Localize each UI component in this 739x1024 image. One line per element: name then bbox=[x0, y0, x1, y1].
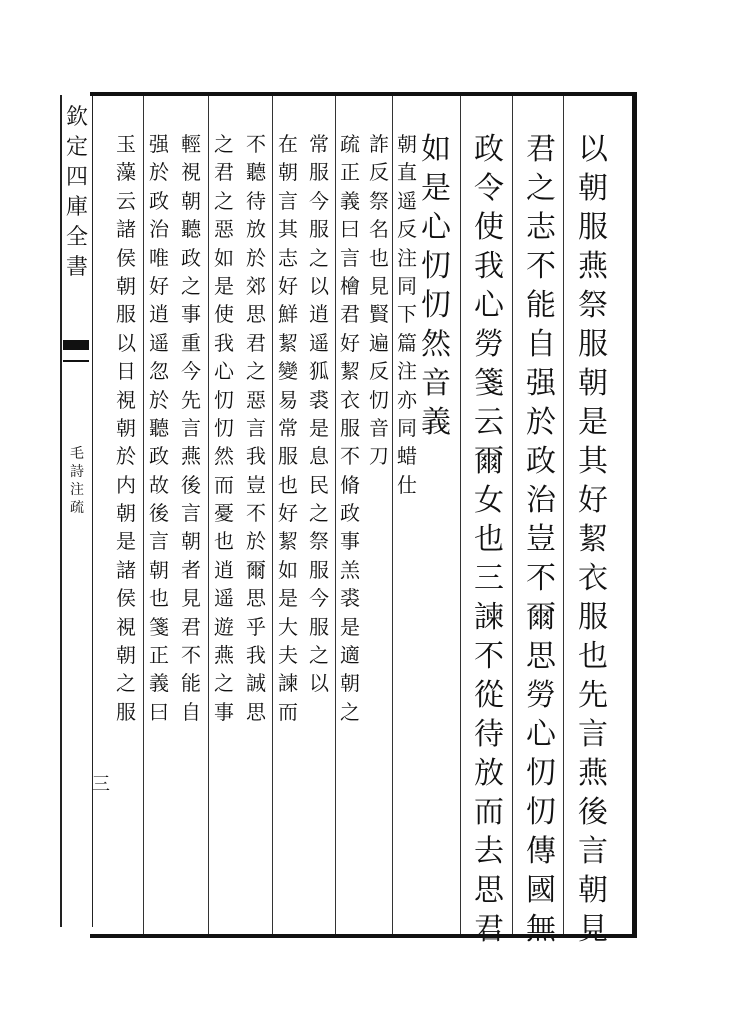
text-column: 玉 藻 云 諸 侯 朝 服 以 日 視 朝 於 内 朝 是 諸 侯 視 朝 之 服 bbox=[116, 132, 136, 724]
column-rule bbox=[143, 96, 144, 934]
column-rule bbox=[335, 96, 336, 934]
text-column: 常 服 今 服 之 以 逍 遥 狐 裘 是 息 民 之 祭 服 今 服 之 以 bbox=[309, 132, 329, 696]
column-rule bbox=[392, 96, 393, 934]
text-column: 不 聽 待 放 於 郊 思 君 之 惡 言 我 豈 不 於 爾 思 乎 我 誠 思 bbox=[246, 132, 266, 724]
text-column: 强 於 政 治 唯 好 逍 遥 忽 於 聽 政 故 後 言 朝 也 箋 正 義 曰 bbox=[149, 132, 169, 724]
column-rule bbox=[272, 96, 273, 934]
text-column: 政 令 使 我 心 勞 箋 云 爾 女 也 三 諫 不 從 待 放 而 去 思 君 bbox=[474, 132, 504, 947]
text-column: 君 之 志 不 能 自 强 於 政 治 豈 不 爾 思 勞 心 忉 忉 傳 國 無 bbox=[526, 132, 556, 947]
column-rule bbox=[512, 96, 513, 934]
column-rule bbox=[460, 96, 461, 934]
text-column: 在 朝 言 其 志 好 鮮 絜 變 易 常 服 也 好 絜 如 是 大 夫 諫 而 bbox=[278, 132, 298, 724]
page-number: 三 bbox=[92, 774, 110, 795]
margin-title: 欽 定 四 庫 全 書 bbox=[65, 105, 88, 280]
margin-strip bbox=[60, 95, 93, 927]
margin-book-title: 毛 詩 注 疏 bbox=[70, 446, 84, 516]
text-column: 疏 正 義 曰 言 檜 君 好 絜 衣 服 不 脩 政 事 羔 裘 是 適 朝 之 bbox=[340, 132, 360, 724]
text-column: 以 朝 服 燕 祭 服 朝 是 其 好 絜 衣 服 也 先 言 燕 後 言 朝 見 bbox=[578, 132, 608, 947]
text-page bbox=[90, 92, 637, 947]
fishtail-mark-lower bbox=[63, 350, 89, 362]
column-rule bbox=[208, 96, 209, 934]
text-column: 詐 反 祭 名 也 見 賢 遍 反 忉 音 刀 bbox=[369, 132, 389, 469]
text-column: 之 君 之 惡 如 是 使 我 心 忉 忉 然 而 憂 也 逍 遥 遊 燕 之 事 bbox=[214, 132, 234, 724]
text-column: 輕 視 朝 聽 政 之 事 重 今 先 言 燕 後 言 朝 者 見 君 不 能 自 bbox=[181, 132, 201, 724]
text-column: 如 是 心 忉 忉 然 音 義 bbox=[421, 132, 451, 440]
text-column: 朝 直 遥 反 注 同 下 篇 注 亦 同 蜡 仕 bbox=[397, 132, 417, 497]
column-rule bbox=[563, 96, 564, 934]
